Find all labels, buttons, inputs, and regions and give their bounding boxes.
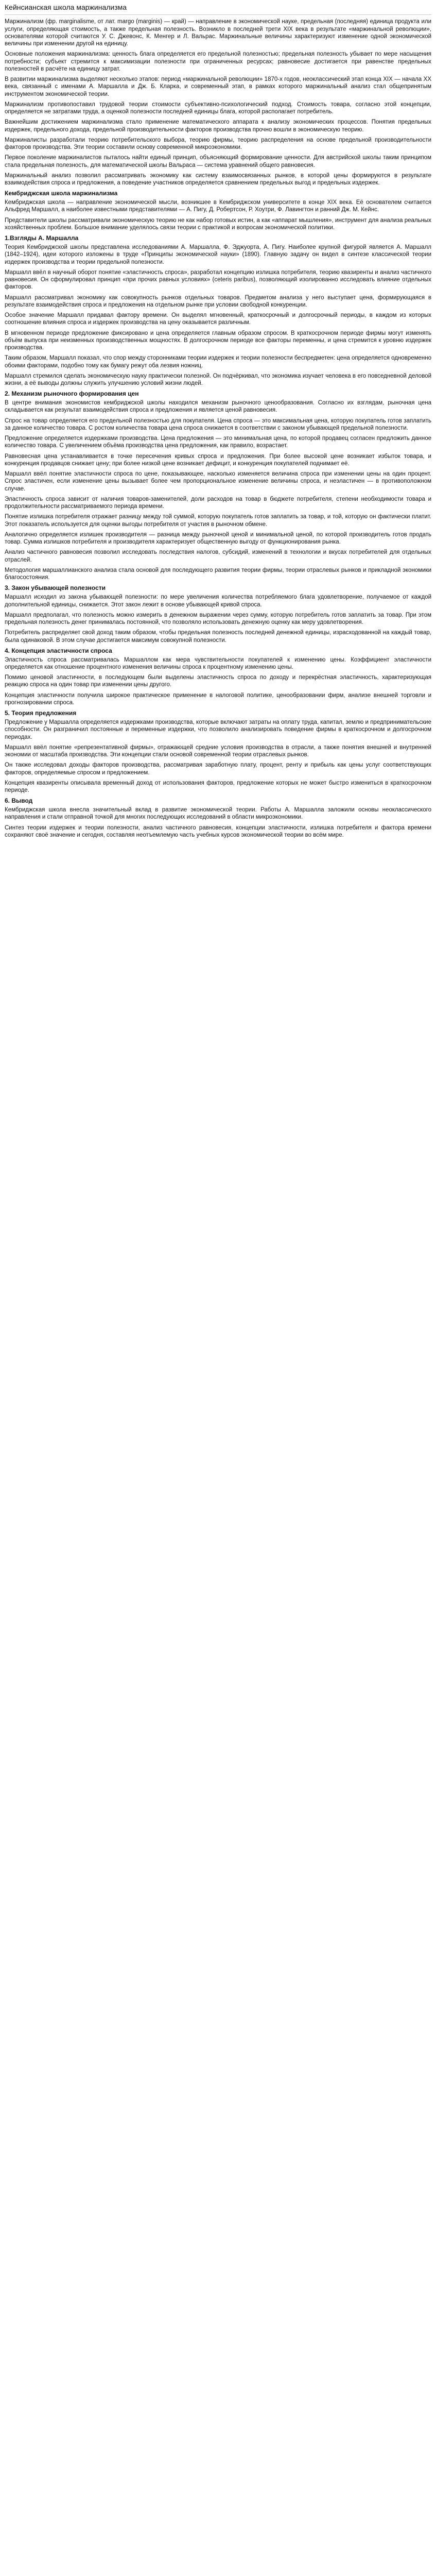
section-heading: Кембриджская школа маржинализма (5, 190, 118, 197)
body-paragraph: Эластичность спроса зависит от наличия товаров-заменителей, доли расходов на товар в бюджете потребителя, степени необходимости товара и продолжительности рассматриваемого периода времени. (5, 496, 431, 510)
body-paragraph: Аналогично определяется излишек производителя — разница между рыночной ценой и минимальной ценой, по которой производитель готов продать товар. Сумма излишков потребителя и производителя характеризует общественную выгоду от функционирования рынка. (5, 531, 431, 546)
body-paragraph: Маршалл ввёл в научный оборот понятие «эластичность спроса», разработал концепцию излишка потребителя, теорию квазиренты и анализ частичного равновесия. Он сформулировал принцип «при прочих равных условиях» (ceteris paribus), позволяющий изолированно исследовать влияние отдельных факторов. (5, 269, 431, 291)
body-paragraph: Маршалл стремился сделать экономическую науку практически полезной. Он подчёркивал, что экономика изучает человека в его повседневной деловой жизни, а её выводы должны служить улучшению условий жизни людей. (5, 372, 431, 387)
body-paragraph: Теория Кембриджской школы представлена исследованиями А. Маршалла, Ф. Эджуорта, А. Пигу. Наиболее крупной фигурой является А. Маршалл (1842–1924), идеи которого изложены в труде «Принципы экономической науки» (1890). Главную задачу он видел в синтезе классической теории издержек производства и теории предельной полезности. (5, 244, 431, 265)
body-paragraph: Помимо ценовой эластичности, в последующем были выделены эластичность спроса по доходу и перекрёстная эластичность, характеризующая реакцию спроса на один товар при изменении цены другого. (5, 674, 431, 688)
body-paragraph: Концепция эластичности получила широкое практическое применение в налоговой политике, ценообразовании фирм, анализе внешней торговли и прогнозировании спроса. (5, 692, 431, 706)
body-paragraph: Маршалл исходил из закона убывающей полезности: по мере увеличения количества потребляемого блага удовлетворение, получаемое от каждой дополнительной единицы, снижается. Этот закон лежит в основе убывающей кривой спроса. (5, 594, 431, 608)
body-paragraph: Методология маршаллианского анализа стала основой для последующего развития теории фирмы, теории отраслевых рынков и прикладной экономики благосостояния. (5, 567, 431, 581)
body-paragraph: Маржинальный анализ позволил рассматривать экономику как систему взаимосвязанных рынков, в которой цены формируются в результате взаимодействия спроса и предложения, а поведение участников определяется сравнением предельных выгод и предельных издержек. (5, 172, 431, 187)
body-paragraph: Представители школы рассматривали экономическую теорию не как набор готовых истин, а как «аппарат мышления», инструмент для анализа реальных хозяйственных проблем. Большое внимание уделялось связи теории с практикой и вопросам экономической политики. (5, 217, 431, 231)
section-heading: 6. Вывод (5, 797, 33, 805)
body-paragraph: Маржиналисты разработали теорию потребительского выбора, теорию фирмы, теорию распределения на основе предельной производительности факторов производства. Эти теории составили основу современной микроэкономики. (5, 137, 431, 151)
body-paragraph: Он также исследовал доходы факторов производства, рассматривая заработную плату, процент, ренту и прибыль как цены услуг соответствующих факторов, определяемые спросом и предложением. (5, 762, 431, 776)
section-heading: 2. Механизм рыночного формирования цен (5, 390, 139, 398)
section-heading: 3. Закон убывающей полезности (5, 584, 106, 592)
body-paragraph: Кембриджская школа — направление экономической мысли, возникшее в Кембриджском университете в конце XIX века. Её основателем считается Альфред Маршалл, а наиболее известными представителями — А. Пигу, Д. Робертсон, Р. Хоутри, Ф. Лавингтон и ранний Дж. М. Кейнс. (5, 199, 431, 213)
body-paragraph: Кембриджская школа внесла значительный вклад в развитие экономической теории. Работы А. Маршалла заложили основы неоклассического направления и стали отправной точкой для многих последующих исследований в области микроэкономики. (5, 807, 431, 821)
document-page (5, 0, 431, 2576)
body-paragraph: Предложение у Маршалла определяется издержками производства, которые включают затраты на оплату труда, капитал, землю и предпринимательские способности. Он разграничил постоянные и переменные издержки, что позволило анализировать поведение фирмы в краткосрочном и долгосрочном периодах. (5, 719, 431, 740)
body-paragraph: Маршалл ввёл понятие «репрезентативной фирмы», отражающей средние условия производства в отрасли, а также понятия внешней и внутренней экономии от масштаба производства. Эти концепции стали основой современной теории отраслевых рынков. (5, 744, 431, 758)
body-paragraph: В мгновенном периоде предложение фиксировано и цена определяется главным образом спросом. В краткосрочном периоде фирмы могут изменять объём выпуска при неизменных производственных мощностях. В долгосрочном периоде все факторы переменны, и цена стремится к уровню издержек производства. (5, 330, 431, 351)
body-paragraph: Маршалл предполагал, что полезность можно измерить в денежном выражении через сумму, которую потребитель готов заплатить за товар. При этом предельная полезность денег принималась постоянной, что позволяло использовать денежную оценку как меру удовлетворения. (5, 612, 431, 626)
document-content (5, 18, 431, 2576)
body-paragraph: Концепция квазиренты описывала временный доход от использования факторов, предложение которых не может быстро измениться в краткосрочном периоде. (5, 779, 431, 794)
body-paragraph: Анализ частичного равновесия позволил исследовать последствия налогов, субсидий, изменений в технологии и вкусах потребителей для отдельных отраслей. (5, 549, 431, 563)
body-paragraph: Равновесная цена устанавливается в точке пересечения кривых спроса и предложения. При более высокой цене возникает избыток товара, и конкуренция продавцов снижает цену; при более низкой цене возникает дефицит, и конкуренция покупателей поднимает её. (5, 453, 431, 467)
body-paragraph: Маршалл рассматривал экономику как совокупность рынков отдельных товаров. Предметом анализа у него выступает цена, формирующаяся в результате взаимодействия спроса и предложения на отдельном рынке при условии свободной конкуренции. (5, 294, 431, 308)
body-paragraph: Понятие излишка потребителя отражает разницу между той суммой, которую покупатель готов заплатить за товар, и той, которую он фактически платит. Этот показатель используется для оценки выгоды потребителя от участия в рыночном обмене. (5, 514, 431, 528)
body-paragraph: Потребитель распределяет свой доход таким образом, чтобы предельная полезность последней денежной единицы, израсходованной на каждый товар, была одинаковой. В этом случае достигается максимум совокупной полезности. (5, 630, 431, 643)
page-title: Кейнсианская школа маржинализма (5, 3, 431, 15)
section-heading: 4. Концепция эластичности спроса (5, 647, 112, 654)
body-paragraph: Эластичность спроса рассматривалась Маршаллом как мера чувствительности покупателей к изменению цены. Коэффициент эластичности определяется как отношение процентного изменения величины спроса к процентному изменению цены. (5, 656, 431, 670)
body-paragraph: Первое поколение маржиналистов пыталось найти единый принцип, объясняющий формирование ценности. Для австрийской школы таким принципом стала предельная полезность, для математической школы Вальраса — система уравнений общего равновесия. (5, 155, 431, 168)
section-heading: 5. Теория предложения (5, 709, 77, 717)
body-paragraph: Спрос на товар определяется его предельной полезностью для покупателя. Цена спроса — это максимальная цена, которую покупатель готов заплатить за данное количество товара. С ростом количества товара цена спроса снижается в соответствии с законом убывающей предельной полезности. (5, 417, 431, 431)
body-paragraph: Синтез теории издержек и теории полезности, анализ частичного равновесия, концепции эластичности, излишка потребителя и фактора времени сохраняют своё значение и сегодня, составляя неотъемлемую часть учебных курсов экономической теории во всём мире. (5, 824, 431, 838)
body-paragraph: Таким образом, Маршалл показал, что спор между сторонниками теории издержек и теории полезности беспредметен: цена определяется одновременно обоими факторами, подобно тому как бумагу режут оба лезвия ножниц. (5, 355, 431, 369)
body-paragraph: В центре внимания экономистов кембриджской школы находился механизм рыночного ценообразования. Согласно их взглядам, рыночная цена складывается как результат взаимодействия спроса и предложения и является ценой равновесия. (5, 400, 431, 414)
body-paragraph: Маржинализм (фр. marginalisme, от лат. margo (marginis) — край) — направление в экономической науке, предельная (последняя) единица продукта или услуги, определяющая стоимость, а также предельная полезность. Возникло в последней трети XIX века в результате «маржинальной революции», основателями которой считаются У. С. Джевонс, К. Менгер и Л. Вальрас. Маржинальные величины характеризуют изменение одной экономической величины при изменении другой на единицу. (5, 19, 431, 47)
body-paragraph: Основные положения маржинализма: ценность блага определяется его предельной полезностью; предельная полезность убывает по мере насыщения потребности; субъект стремится к максимизации полезности при ограниченных ресурсах; равновесие достигается при равенстве предельных полезностей в расчёте на единицу затрат. (5, 51, 431, 72)
body-paragraph: В развитии маржинализма выделяют несколько этапов: период «маржинальной революции» 1870-х годов, неоклассический этап конца XIX — начала XX века, связанный с именами А. Маршалла и Дж. Б. Кларка, и современный этап, в рамках которого маржинальный анализ стал общепринятым инструментом экономической теории. (5, 76, 431, 97)
body-paragraph: Особое значение Маршалл придавал фактору времени. Он выделял мгновенный, краткосрочный и долгосрочный периоды, в каждом из которых соотношение влияния спроса и издержек производства на цену оказывается различным. (5, 312, 431, 326)
body-paragraph: Маршалл ввёл понятие эластичности спроса по цене, показывающее, насколько изменяется величина спроса при изменении цены на один процент. Спрос эластичен, если изменение цены вызывает более чем пропорциональное изменение величины спроса, и неэластичен — в противоположном случае. (5, 471, 431, 492)
body-paragraph: Предложение определяется издержками производства. Цена предложения — это минимальная цена, по которой продавец согласен предложить данное количество товара. С увеличением объёма производства цена предложения, как правило, возрастает. (5, 435, 431, 449)
body-paragraph: Важнейшим достижением маржинализма стало применение математического аппарата к анализу экономических процессов. Понятия предельных издержек, предельного дохода, предельной производительности факторов производства прочно вошли в экономическую теорию. (5, 119, 431, 133)
section-heading: 1.Взгляды А. Маршалла (5, 234, 79, 242)
body-paragraph: Маржинализм противопоставил трудовой теории стоимости субъективно-психологический подход. Стоимость товара, согласно этой концепции, определяется не затратами труда, а оценкой полезности последней единицы блага, которой располагает потребитель. (5, 101, 431, 115)
